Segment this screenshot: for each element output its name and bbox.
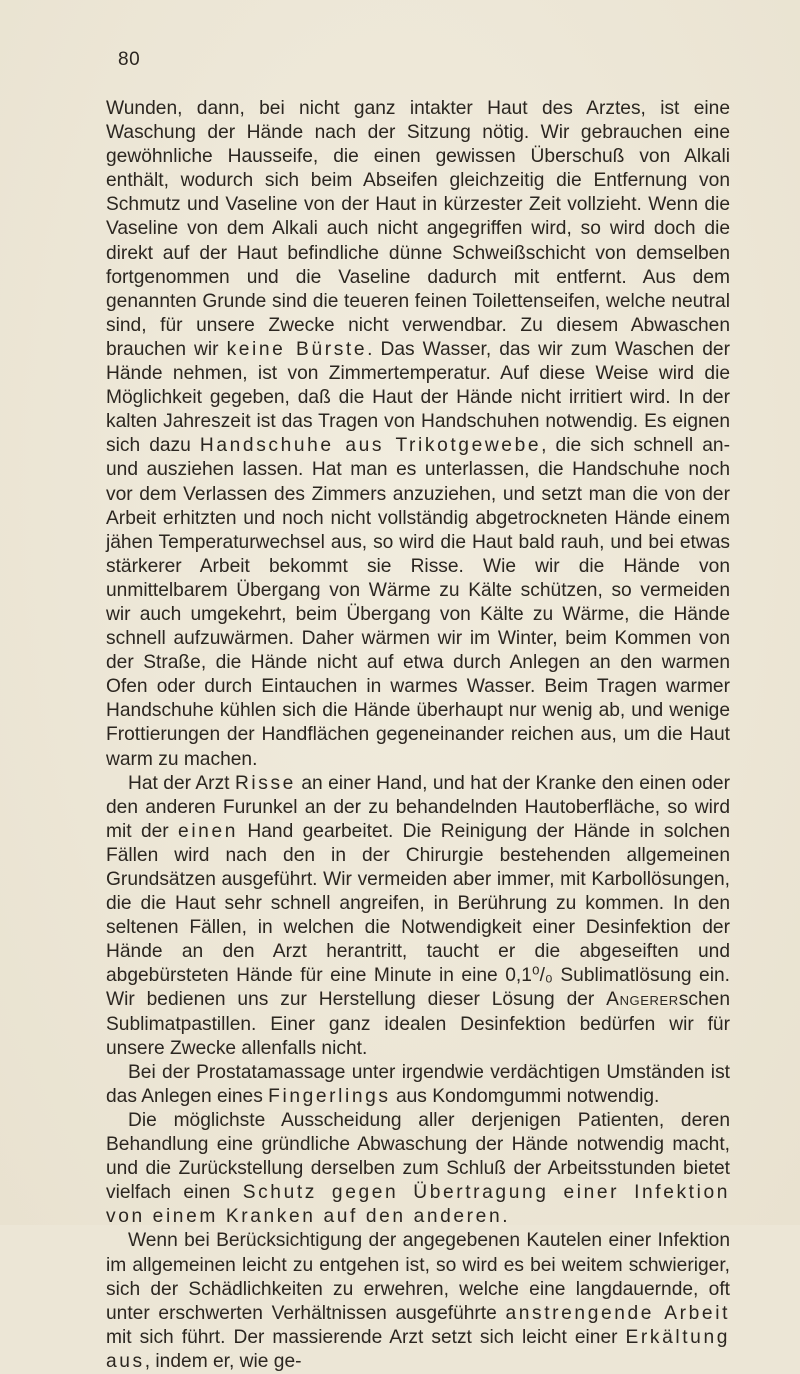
paragraph bbox=[106, 97, 730, 772]
paragraph bbox=[106, 1061, 730, 1109]
paragraph bbox=[106, 1229, 730, 1374]
text-run: Bei der Prostatamassage unter irgendwie verdächtigen Umständen ist das Anlegen eines bbox=[106, 1061, 730, 1107]
text-run: Die möglichste Ausscheidung aller derjenigen Patienten, deren Behandlung eine gründliche Abwaschung der Hände notwendig macht, und die Zurückstellung derselben zum Schluß der Arbeitsstunden bietet vielfach einen bbox=[106, 1109, 730, 1204]
paragraph bbox=[106, 772, 730, 1061]
text-run: Wenn bei Berücksichtigung der angegebenen Kautelen einer Infektion im allgemeinen leicht zu entgehen ist, so wird es bei weitem schwieriger, sich der Schädlichkeiten zu erwehren, welche eine langdauernde, oft unter erschwerten Verhältnissen ausgeführte bbox=[106, 1230, 730, 1324]
text-body bbox=[106, 97, 730, 1374]
emphasized-text: Fingerlings bbox=[268, 1085, 391, 1107]
text-run: an einer Hand, und hat der Kranke den einen oder den anderen Furunkel an der zu behandelnden Hautoberfläche, so wird mit der bbox=[106, 772, 730, 842]
emphasized-text: keine Bürste bbox=[226, 338, 368, 360]
emphasized-text: einen bbox=[178, 820, 238, 842]
text-run: schen Sublimatpastillen. Einer ganz idealen Desinfektion bedürfen wir für unsere Zwecke allenfalls nicht. bbox=[106, 989, 730, 1059]
emphasized-text: Risse bbox=[234, 772, 296, 794]
emphasized-text: Erkältung aus bbox=[106, 1326, 730, 1372]
emphasized-text: anstrengende Arbeit bbox=[505, 1302, 730, 1324]
text-run: Wunden, dann, bei nicht ganz intakter Haut des Arztes, ist eine Waschung der Hände nach der Sitzung nötig. Wir gebrauchen eine gewöhnliche Hausseife, die einen gewissen Überschuß von Alkali enthält, wodurch sich beim Abseifen gleichzeitig die Entfernung von Schmutz und Vaseline von der Haut in kürzester Zeit vollzieht. Wenn die Vaseline von dem Alkali auch nicht angegriffen wird, so wird doch die direkt auf der Haut befindliche dünne Schweißschicht von demselben fortgenommen und die Vaseline dadurch mit entfernt. Aus dem genannten Grunde sind die teueren feinen Toilettenseifen, welche neutral sind, für unsere Zwecke nicht verwendbar. Zu diesem Abwaschen brauchen wir bbox=[106, 98, 730, 360]
text-run: Hand gearbeitet. Die Reinigung der Hände in solchen Fällen wird nach den in der Chirurgie bestehenden allgemeinen Grundsätzen ausgeführt. Wir vermeiden aber immer, mit Karbollösungen, die die Haut sehr schnell angreifen, in Berührung zu kommen. In den seltenen Fällen, in welchen die Notwendigkeit einer Desinfektion der Hände an den Arzt herantritt, taucht er die abgeseiften und abgebürsteten Hände für eine Minute in eine 0,1⁰/₀ Sublimatlösung ein. Wir bedienen uns zur Herstellung dieser Lösung der bbox=[106, 820, 730, 1011]
text-run: , indem er, wie ge- bbox=[144, 1350, 302, 1372]
page-number: 80 bbox=[118, 49, 141, 70]
text-run: , die sich schnell an- und ausziehen lassen. Hat man es unterlassen, die Handschuhe noch vor dem Verlassen des Zimmers anzuziehen, und setzt man die von der Arbeit erhitzten und noch nicht vollständig abgetrockneten Hände einem jähen Temperaturwechsel aus, so wird die Haut bald rauh, und bei etwas stärkerer Arbeit bekommt sie Risse. Wie wir die Hände von unmittelbarem Übergang von Wärme zu Kälte schützen, so vermeiden wir auch umgekehrt, beim Übergang von Kälte zu Wärme, die Hände schnell aufzuwärmen. Daher wärmen wir im Winter, beim Kommen von der Straße, die Hände nicht auf etwa durch Anlegen an den warmen Ofen oder durch Eintauchen in warmes Wasser. Beim Tragen warmer Handschuhe kühlen sich die Hände überhaupt nur wenig ab, und wenige Frottierungen der Handflächen gegeneinander reichen aus, um die Haut warm zu machen. bbox=[106, 435, 730, 770]
emphasized-text: Angerer bbox=[606, 989, 679, 1011]
text-run: Hat der Arzt bbox=[128, 772, 235, 794]
text-run: aus Kondomgummi notwendig. bbox=[390, 1085, 660, 1107]
emphasized-text: Schutz gegen Übertragung einer Infektion von einem Kranken auf den anderen bbox=[106, 1182, 731, 1228]
text-run: . bbox=[502, 1206, 508, 1228]
paragraph bbox=[106, 1109, 730, 1229]
text-run: . Das Wasser, das wir zum Waschen der Hände nehmen, ist von Zimmertemperatur. Auf diese Weise wird die Möglichkeit gegeben, daß die Haut der Hände nicht irritiert wird. In der kalten Jahreszeit ist das Tragen von Handschuhen notwendig. Es eignen sich dazu bbox=[106, 338, 730, 457]
text-run: mit sich führt. Der massierende Arzt setzt sich leicht einer bbox=[106, 1326, 626, 1348]
emphasized-text: Handschuhe aus Trikotgewebe bbox=[199, 435, 542, 457]
